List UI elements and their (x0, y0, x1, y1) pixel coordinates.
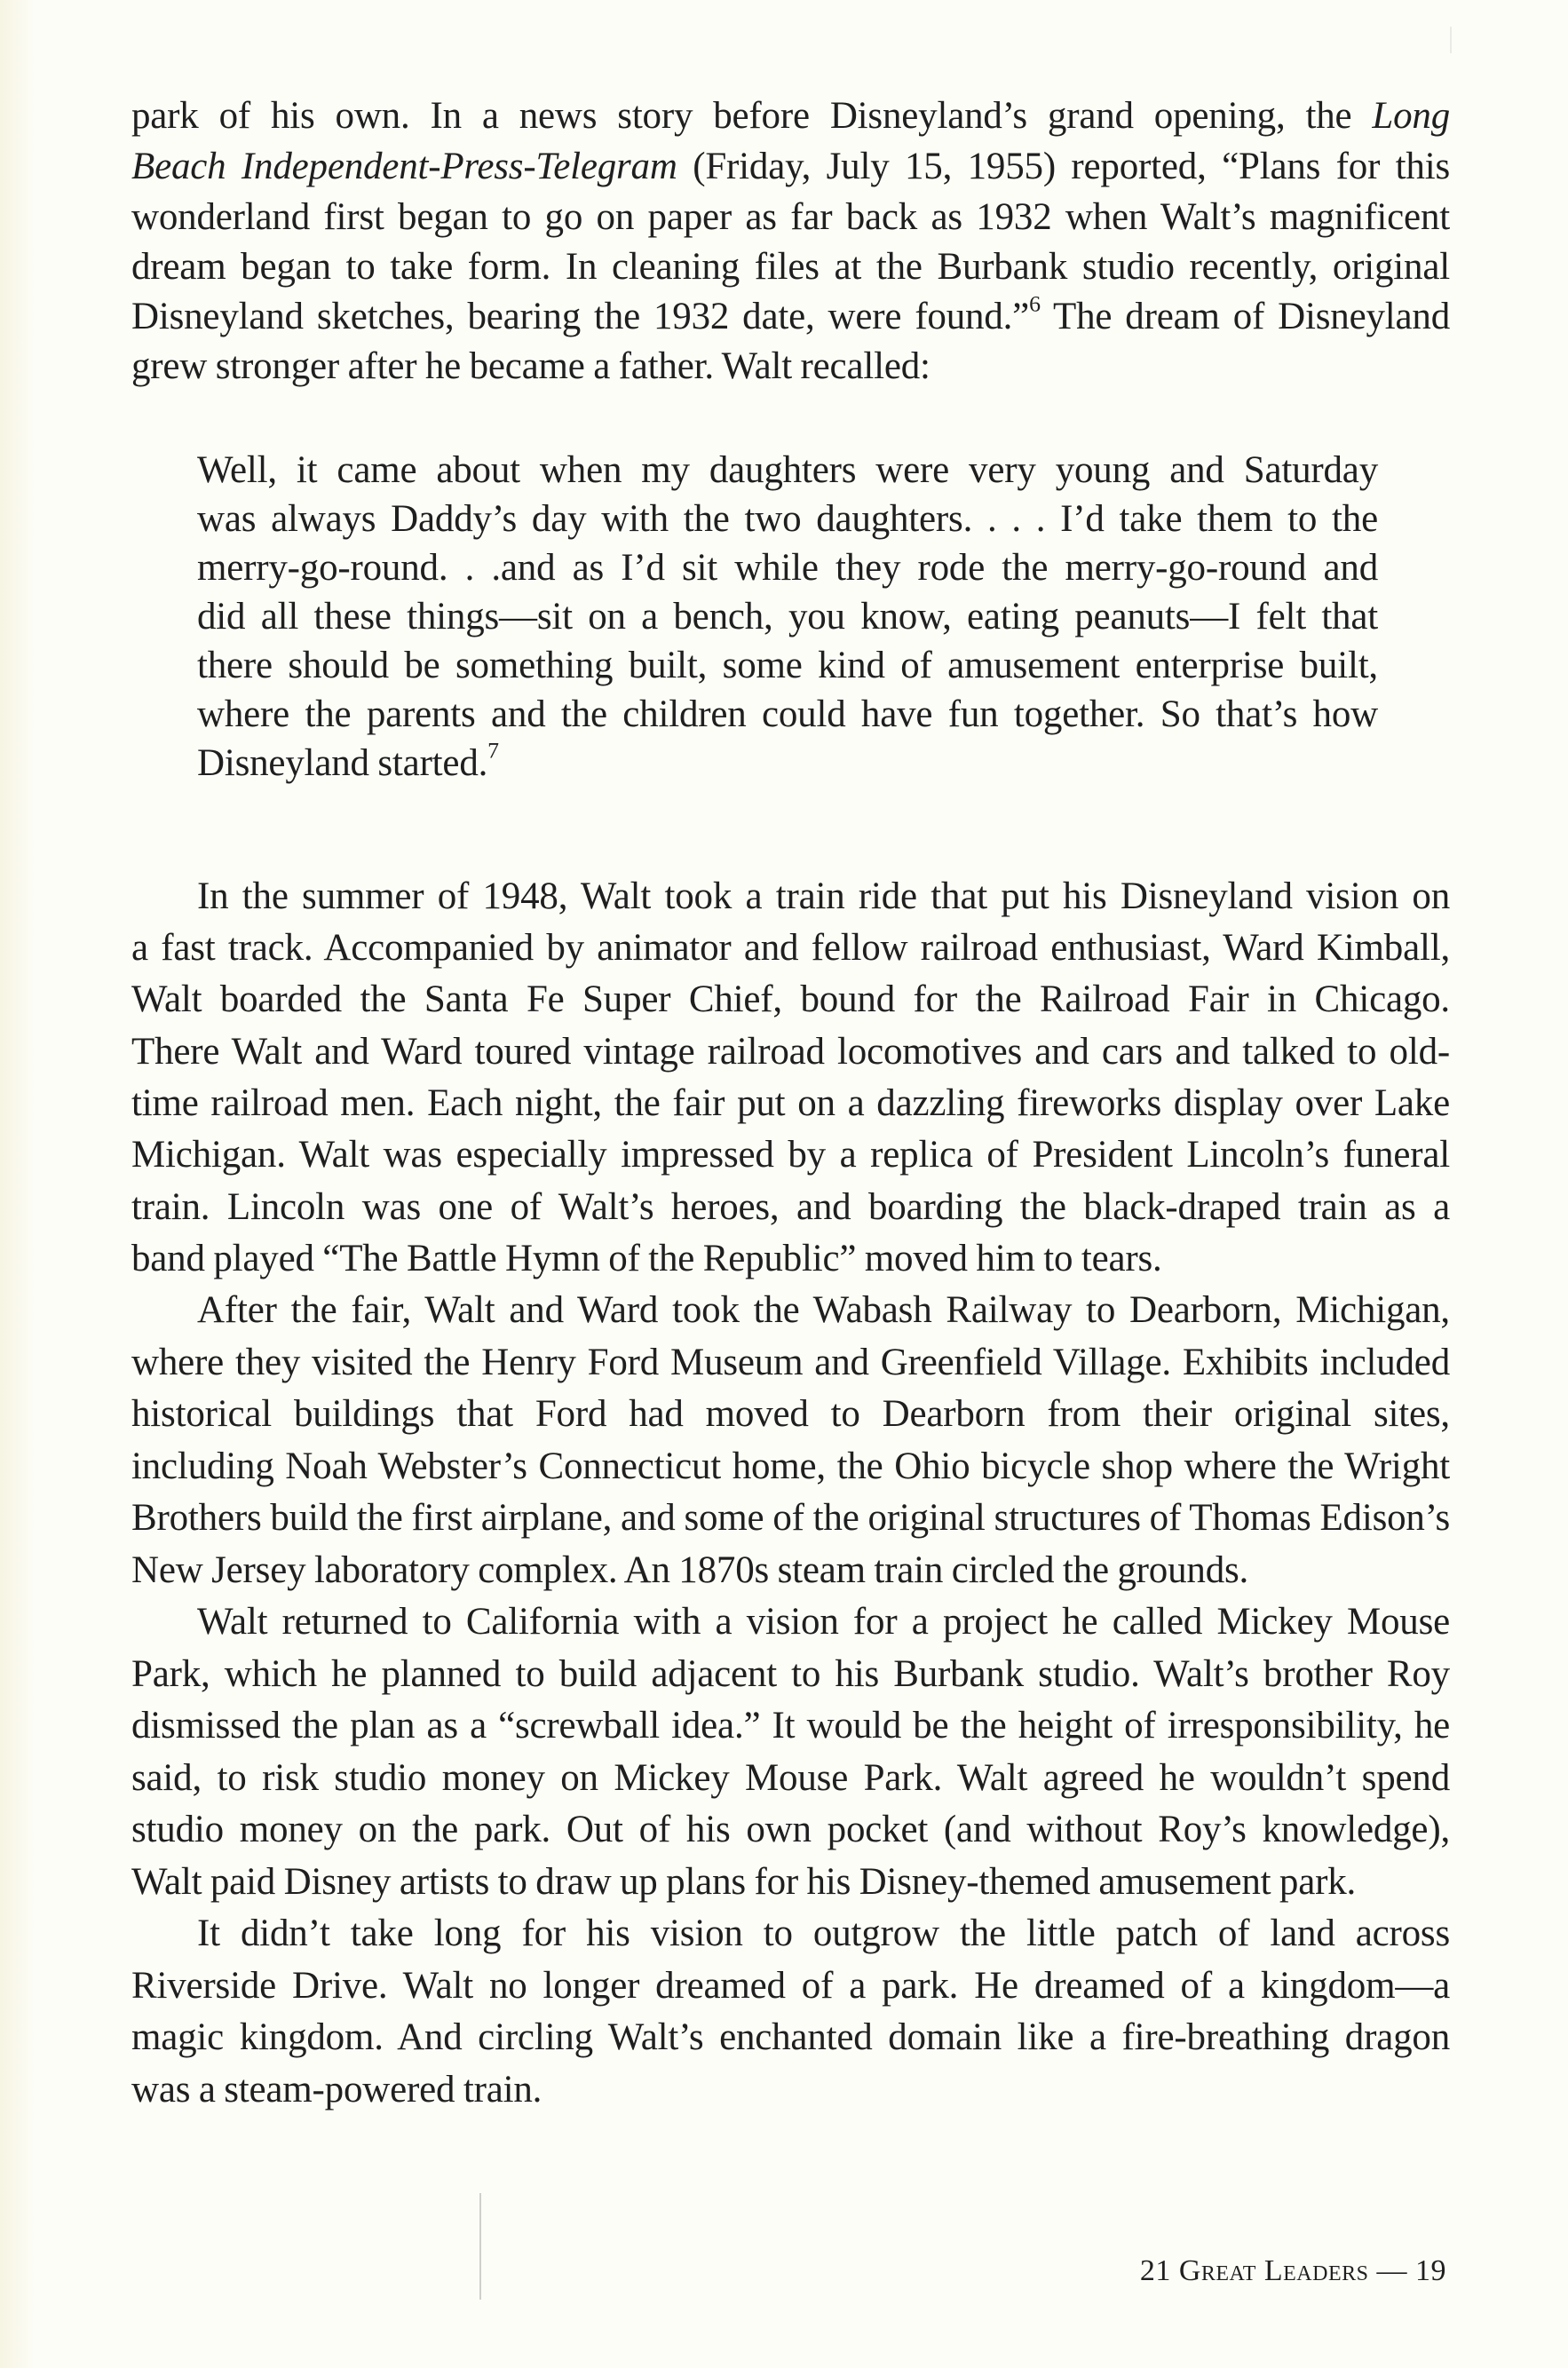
text-run: dismissed the plan as a “screwball idea.” It would be the height of irresponsibility, he (131, 1705, 1450, 1746)
line-text (131, 2017, 1450, 2058)
text-run: there should be something built, some kind of amusement enterprise built, (197, 645, 1378, 686)
text-run: Disneyland started. (197, 742, 488, 784)
text-run: After the fair, Walt and Ward took the Wabash Railway to Dearborn, Michigan, (197, 1289, 1450, 1331)
paragraph-4-line (131, 1862, 1450, 1903)
text-run: Brothers build the first airplane, and some of the original structures of Thomas Edison’s (131, 1497, 1450, 1539)
text-run: The dream of Disneyland (1040, 296, 1450, 337)
text-run: merry-go-round. . .and as I’d sit while they rode the merry-go-round and (197, 547, 1378, 589)
blockquote-line (197, 450, 1378, 491)
line-text (131, 147, 1450, 187)
paragraph-1-line (131, 147, 1450, 187)
page-footer (1107, 2253, 1446, 2289)
text-run: (Friday, July 15, 1955) reported, “Plans for this (677, 146, 1450, 187)
text-run: train. Lincoln was one of Walt’s heroes, and boarding the black-draped train as a (131, 1186, 1450, 1228)
paragraph-4-line (131, 1810, 1450, 1850)
scan-artifact (1450, 27, 1452, 53)
paragraph-3-line (131, 1394, 1450, 1435)
paragraph-3-line (131, 1342, 1450, 1383)
line-text (131, 1342, 1450, 1383)
line-text (197, 1290, 1450, 1331)
text-run: studio money on the park. Out of his own pocket (and without Roy’s knowledge), (131, 1809, 1450, 1850)
italic-title: Beach Independent-Press-Telegram (131, 146, 677, 187)
line-text (131, 1187, 1450, 1228)
text-run: time railroad men. Each night, the fair put on a dazzling fireworks display over Lake (131, 1082, 1450, 1124)
line-text (197, 499, 1378, 540)
line-text (131, 290, 1450, 337)
line-text (131, 247, 1450, 288)
text-run: including Noah Webster’s Connecticut home, the Ohio bicycle shop where the Wright (131, 1445, 1450, 1487)
line-text (197, 694, 1378, 735)
text-run: Park, which he planned to build adjacent to his Burbank studio. Walt’s brother Roy (131, 1653, 1450, 1695)
paragraph-2-line (197, 876, 1450, 917)
line-text (131, 1135, 1450, 1176)
text-run: New Jersey laboratory complex. An 1870s steam train circled the grounds. (131, 1549, 1249, 1591)
text-run: a fast track. Accompanied by animator and fellow railroad enthusiast, Ward Kimball, (131, 927, 1450, 969)
paragraph-2-line (131, 1187, 1450, 1228)
paragraph-3-line (131, 1550, 1450, 1591)
text-run: was always Daddy’s day with the two daughters. . . . I’d take them to the (197, 498, 1378, 540)
paragraph-1-line (131, 346, 1450, 387)
text-run: historical buildings that Ford had moved to Dearborn from their original sites, (131, 1393, 1450, 1435)
blockquote-line (197, 499, 1378, 540)
footnote-marker[interactable]: 6 (1029, 290, 1041, 317)
line-text (131, 1810, 1450, 1850)
running-title: 21 Great Leaders (1139, 2254, 1369, 2287)
paragraph-2-line (131, 1239, 1450, 1279)
page-number: 19 (1415, 2254, 1446, 2287)
line-text (131, 979, 1450, 1020)
text-run: Michigan. Walt was especially impressed by a replica of President Lincoln’s funeral (131, 1134, 1450, 1176)
paragraph-4-line (131, 1654, 1450, 1695)
text-run: Disneyland sketches, bearing the 1932 date, were found.” (131, 296, 1030, 337)
line-text (131, 1083, 1450, 1124)
text-run: did all these things—sit on a bench, you know, eating peanuts—I felt that (197, 596, 1378, 638)
line-text (131, 1966, 1450, 2007)
line-text (197, 645, 1378, 686)
text-run: magic kingdom. And circling Walt’s enchanted domain like a fire-breathing dragon (131, 2016, 1450, 2058)
line-text (197, 450, 1378, 491)
line-text (131, 928, 1450, 969)
line-text (131, 1706, 1450, 1746)
scan-artifact (479, 2193, 481, 2300)
line-text (131, 1758, 1450, 1799)
page-edge-shadow (0, 0, 36, 2368)
blockquote-line (197, 645, 1378, 686)
line-text (197, 876, 1450, 917)
text-run: was a steam-powered train. (131, 2069, 542, 2111)
line-text (131, 2070, 1450, 2111)
text-run: Well, it came about when my daughters were very young and Saturday (197, 449, 1378, 491)
line-text (131, 1862, 1450, 1903)
text-run: where they visited the Henry Ford Museum and Greenfield Village. Exhibits included (131, 1342, 1450, 1383)
text-run: Walt boarded the Santa Fe Super Chief, bound for the Railroad Fair in Chicago. (131, 978, 1450, 1020)
paragraph-3-line (197, 1290, 1450, 1331)
text-run: where the parents and the children could have fun together. So that’s how (197, 693, 1378, 735)
paragraph-1-line (131, 247, 1450, 288)
text-run: It didn’t take long for his vision to outgrow the little patch of land across (197, 1913, 1450, 1954)
line-text (131, 1654, 1450, 1695)
text-run: Walt returned to California with a vision for a project he called Mickey Mouse (197, 1601, 1450, 1643)
line-text (131, 346, 1450, 387)
paragraph-1-line (131, 96, 1450, 137)
line-text (197, 597, 1378, 638)
text-run: Walt paid Disney artists to draw up plans for his Disney-themed amusement park. (131, 1861, 1357, 1903)
paragraph-5-line (131, 1966, 1450, 2007)
paragraph-5-line (197, 1913, 1450, 1954)
paragraph-4-line (131, 1758, 1450, 1799)
blockquote-line (197, 737, 1378, 784)
line-text (131, 96, 1450, 137)
line-text (131, 1550, 1450, 1591)
paragraph-2-line (131, 979, 1450, 1020)
text-run: There Walt and Ward toured vintage railroad locomotives and cars and talked to old- (131, 1031, 1450, 1073)
text-run: wonderland first began to go on paper as far back as 1932 when Walt’s magnificent (131, 196, 1450, 238)
paragraph-2-line (131, 928, 1450, 969)
blockquote-line (197, 548, 1378, 589)
paragraph-4-line (131, 1706, 1450, 1746)
line-text (197, 1913, 1450, 1954)
paragraph-2-line (131, 1135, 1450, 1176)
paragraph-4-line (197, 1602, 1450, 1643)
footer-separator: — (1376, 2254, 1407, 2287)
line-text (131, 1394, 1450, 1435)
paragraph-5-line (131, 2070, 1450, 2111)
text-run: In the summer of 1948, Walt took a train ride that put his Disneyland vision on (197, 875, 1450, 917)
text-run: Riverside Drive. Walt no longer dreamed of a park. He dreamed of a kingdom—a (131, 1965, 1450, 2007)
paragraph-2-line (131, 1083, 1450, 1124)
paragraph-5-line (131, 2017, 1450, 2058)
line-text (197, 1602, 1450, 1643)
text-run: park of his own. In a news story before Disneyland’s grand opening, the (131, 95, 1373, 137)
blockquote-line (197, 597, 1378, 638)
italic-title: Long (1372, 95, 1450, 137)
blockquote-line (197, 694, 1378, 735)
paragraph-1-line (131, 197, 1450, 238)
paragraph-1-line (131, 290, 1450, 337)
paragraph-3-line (131, 1498, 1450, 1539)
text-run: dream began to take form. In cleaning files at the Burbank studio recently, original (131, 246, 1450, 288)
paragraph-2-line (131, 1032, 1450, 1073)
footnote-marker[interactable]: 7 (487, 737, 499, 764)
line-text (131, 197, 1450, 238)
line-text (197, 548, 1378, 589)
text-run: band played “The Battle Hymn of the Republic” moved him to tears. (131, 1238, 1162, 1279)
text-run: grew stronger after he became a father. Walt recalled: (131, 345, 931, 387)
line-text (131, 1446, 1450, 1487)
text-run: said, to risk studio money on Mickey Mouse Park. Walt agreed he wouldn’t spend (131, 1757, 1450, 1799)
line-text (131, 1239, 1450, 1279)
line-text (131, 1032, 1450, 1073)
paragraph-3-line (131, 1446, 1450, 1487)
line-text (197, 737, 1378, 784)
line-text (131, 1498, 1450, 1539)
